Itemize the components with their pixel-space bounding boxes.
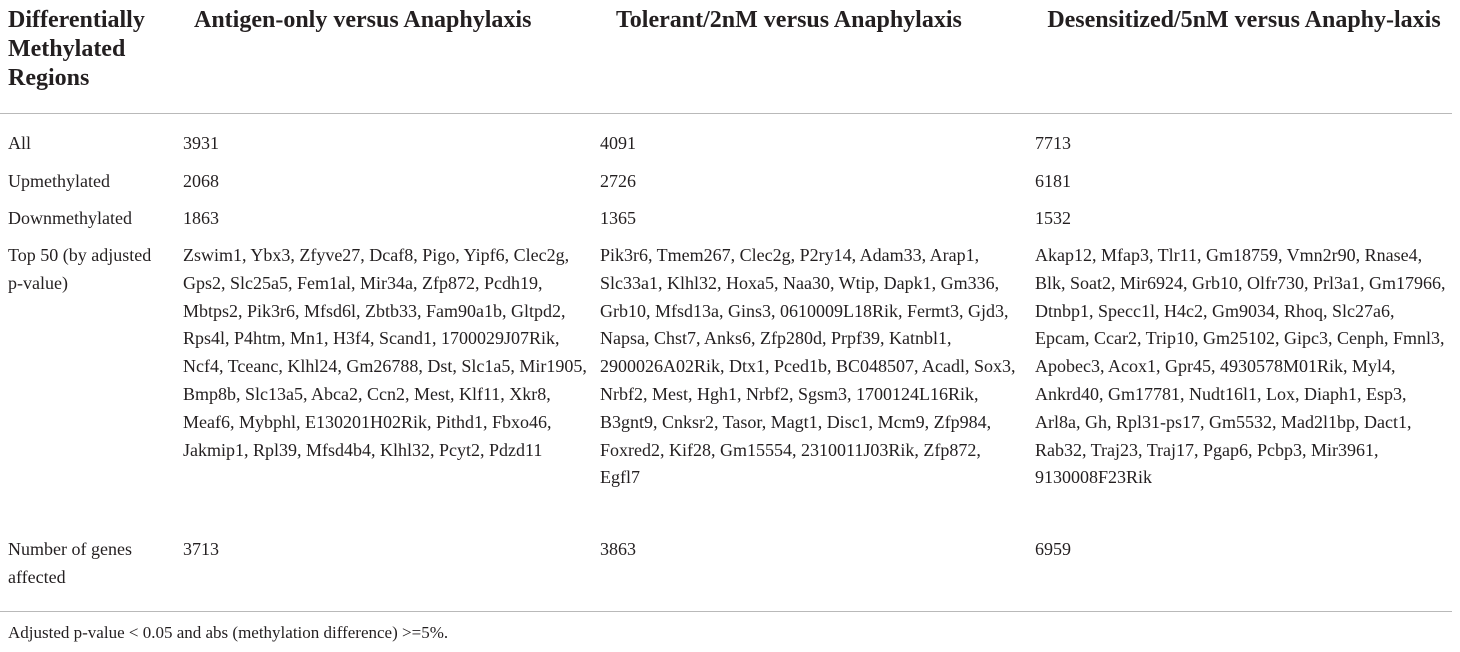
header-desensitized: Desensitized/5nM versus Anaphy-laxis [1047,7,1441,33]
table-footnote: Adjusted p-value < 0.05 and abs (methylation difference) >=5%. [8,623,449,642]
header-antigen-only: Antigen-only versus Anaphylaxis [194,7,532,33]
row-label-upmethylated: Upmethylated [8,171,110,191]
cell-up-antigen: 2068 [183,171,219,191]
cell-genes-desensitized: 6959 [1035,539,1071,559]
cell-all-desensitized: 7713 [1035,133,1071,153]
header-tolerant: Tolerant/2nM versus Anaphylaxis [616,7,962,33]
cell-up-tolerant: 2726 [600,171,636,191]
cell-top50-desensitized: Akap12, Mfap3, Tlr11, Gm18759, Vmn2r90, Rnase4, Blk, Soat2, Mir6924, Grb10, Olfr730, Prl3a1, Gm17966, Dtnbp1, Specc1l, H4c2, Gm9034, Rhoq, Slc27a6, Epcam, Ccar2, Trip10, Gm25102, Gipc3, Cenph, Fmnl3, Apobec3, Acox1, Gpr45, 4930578M01Rik, Myl4, Ankrd40, Gm17781, Nudt16l1, Lox, Diaph1, Esp3, Arl8a, Gh, Rpl31-ps17, Gm5532, Mad2l1bp, Dact1, Rab32, Traj23, Traj17, Pgap6, Pcbp3, Mir3961, 9130008F23Rik [1035,245,1446,488]
header-divider [0,113,1452,114]
cell-down-antigen: 1863 [183,208,219,228]
table-bottom-rule [0,611,1452,612]
header-regions: Differentially Methylated Regions [8,7,145,91]
cell-all-tolerant: 4091 [600,133,636,153]
row-label-all: All [8,133,32,153]
row-label-downmethylated: Downmethylated [8,208,132,228]
cell-up-desensitized: 6181 [1035,171,1071,191]
row-label-genes-affected: Number of genes affected [8,539,132,587]
cell-top50-tolerant: Pik3r6, Tmem267, Clec2g, P2ry14, Adam33, Arap1, Slc33a1, Klhl32, Hoxa5, Naa30, Wtip, Dapk1, Gm336, Grb10, Mfsd13a, Gins3, 0610009L18Rik, Fermt3, Gjd3, Napsa, Chst7, Anks6, Zfp280d, Prpf39, Katnbl1, 2900026A02Rik, Dtx1, Pced1b, BC048507, Acadl, Sox3, Nrbf2, Mest, Hgh1, Nrbf2, Sgsm3, 1700124L16Rik, B3gnt9, Cnksr2, Tasor, Magt1, Disc1, Mcm9, Zfp984, Foxred2, Kif28, Gm15554, 2310011J03Rik, Zfp872, Egfl7 [600,245,1016,488]
cell-top50-antigen: Zswim1, Ybx3, Zfyve27, Dcaf8, Pigo, Yipf6, Clec2g, Gps2, Slc25a5, Fem1al, Mir34a, Zfp872, Pcdh19, Mbtps2, Pik3r6, Mfsd6l, Zbtb33, Fam90a1b, Gltpd2, Rps4l, P4htm, Mn1, H3f4, Scand1, 1700029J07Rik, Ncf4, Tceanc, Klhl24, Gm26788, Dst, Slc1a5, Mir1905, Bmp8b, Slc13a5, Abca2, Ccn2, Mest, Klf11, Xkr8, Meaf6, Mybphl, E130201H02Rik, Pithd1, Fbxo46, Jakmip1, Rpl39, Mfsd4b4, Klhl32, Pcyt2, Pdzd11 [183,245,587,460]
cell-genes-tolerant: 3863 [600,539,636,559]
cell-down-tolerant: 1365 [600,208,636,228]
row-label-top50: Top 50 (by adjusted p-value) [8,245,152,293]
cell-down-desensitized: 1532 [1035,208,1071,228]
cell-genes-antigen: 3713 [183,539,219,559]
cell-all-antigen: 3931 [183,133,219,153]
